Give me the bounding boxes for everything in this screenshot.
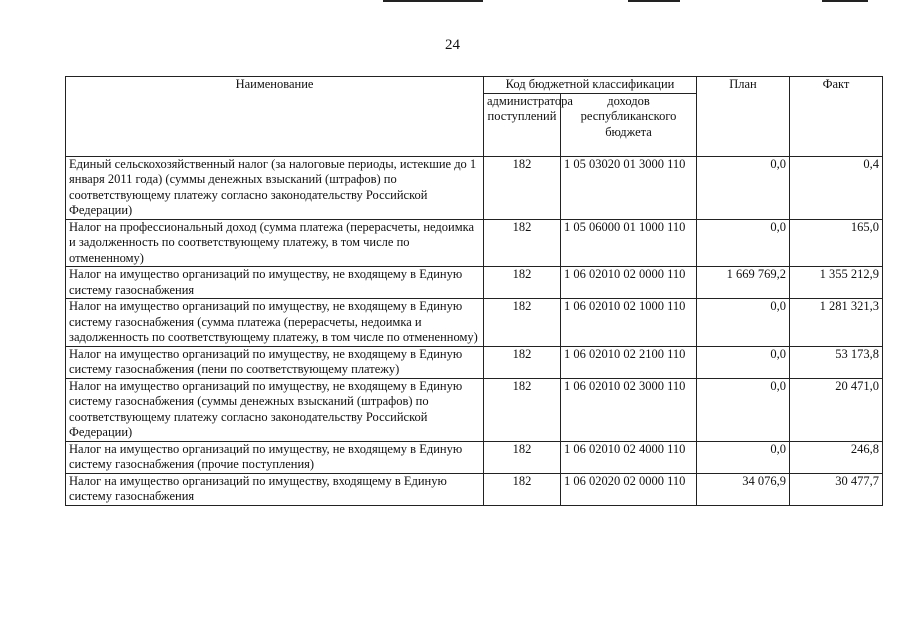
- header-revenue: доходов республиканского бюджета: [561, 93, 697, 156]
- row-name: Налог на имущество организаций по имуществу, не входящему в Единую систему газоснабжения: [66, 267, 484, 299]
- row-fact: 165,0: [790, 219, 883, 267]
- row-revenue-code: 1 06 02010 02 1000 110: [561, 299, 697, 347]
- row-revenue-code: 1 06 02010 02 0000 110: [561, 267, 697, 299]
- row-admin-code: 182: [484, 378, 561, 441]
- row-name: Налог на профессиональный доход (сумма платежа (перерасчеты, недоимка и задолженность по соответствующему платежу, в том числе по отмененному): [66, 219, 484, 267]
- row-admin-code: 182: [484, 299, 561, 347]
- row-name: Налог на имущество организаций по имуществу, входящему в Единую систему газоснабжения: [66, 473, 484, 505]
- row-revenue-code: 1 06 02010 02 4000 110: [561, 441, 697, 473]
- row-admin-code: 182: [484, 473, 561, 505]
- row-name: Налог на имущество организаций по имуществу, не входящему в Единую систему газоснабжения (прочие поступления): [66, 441, 484, 473]
- table-row: [66, 346, 883, 378]
- row-name: Налог на имущество организаций по имуществу, не входящему в Единую систему газоснабжения (суммы денежных взысканий (штрафов) по соответствующему платежу согласно законодательству Российской Федерации): [66, 378, 484, 441]
- row-plan: 0,0: [697, 299, 790, 347]
- row-revenue-code: 1 06 02010 02 2100 110: [561, 346, 697, 378]
- top-rule-left: [383, 0, 483, 2]
- header-fact: Факт: [790, 77, 883, 157]
- row-revenue-code: 1 06 02020 02 0000 110: [561, 473, 697, 505]
- row-admin-code: 182: [484, 219, 561, 267]
- row-plan: 0,0: [697, 378, 790, 441]
- row-admin-code: 182: [484, 346, 561, 378]
- header-name: Наименование: [66, 77, 484, 157]
- row-fact: 1 355 212,9: [790, 267, 883, 299]
- row-fact: 30 477,7: [790, 473, 883, 505]
- page-number: 24: [445, 37, 460, 53]
- row-plan: 1 669 769,2: [697, 267, 790, 299]
- table-header: [66, 77, 883, 157]
- row-plan: 0,0: [697, 156, 790, 219]
- row-plan: 34 076,9: [697, 473, 790, 505]
- row-fact: 20 471,0: [790, 378, 883, 441]
- top-rule-middle: [628, 0, 680, 2]
- header-plan: План: [697, 77, 790, 157]
- table-body: [66, 156, 883, 505]
- row-fact: 0,4: [790, 156, 883, 219]
- row-plan: 0,0: [697, 346, 790, 378]
- row-revenue-code: 1 05 06000 01 1000 110: [561, 219, 697, 267]
- row-plan: 0,0: [697, 219, 790, 267]
- table-row: [66, 267, 883, 299]
- row-fact: 246,8: [790, 441, 883, 473]
- row-name: Единый сельскохозяйственный налог (за налоговые периоды, истекшие до 1 января 2011 года) (суммы денежных взысканий (штрафов) по соответствующему платежу согласно законодательству Российской Федерации): [66, 156, 484, 219]
- row-admin-code: 182: [484, 267, 561, 299]
- header-admin: администратора поступлений: [484, 93, 561, 156]
- row-fact: 1 281 321,3: [790, 299, 883, 347]
- row-admin-code: 182: [484, 441, 561, 473]
- table-row: [66, 441, 883, 473]
- table-row: [66, 156, 883, 219]
- budget-revenue-table: [65, 76, 883, 506]
- top-rule-right: [822, 0, 868, 2]
- table-row: [66, 473, 883, 505]
- row-revenue-code: 1 06 02010 02 3000 110: [561, 378, 697, 441]
- row-name: Налог на имущество организаций по имуществу, не входящему в Единую систему газоснабжения (пени по соответствующему платежу): [66, 346, 484, 378]
- table-row: [66, 299, 883, 347]
- table-row: [66, 378, 883, 441]
- row-name: Налог на имущество организаций по имуществу, не входящему в Единую систему газоснабжения (сумма платежа (перерасчеты, недоимка и задолженность по соответствующему платежу, в том числе по отмененному): [66, 299, 484, 347]
- header-code-group: Код бюджетной классификации: [484, 77, 697, 94]
- row-plan: 0,0: [697, 441, 790, 473]
- table-row: [66, 219, 883, 267]
- row-revenue-code: 1 05 03020 01 3000 110: [561, 156, 697, 219]
- row-fact: 53 173,8: [790, 346, 883, 378]
- row-admin-code: 182: [484, 156, 561, 219]
